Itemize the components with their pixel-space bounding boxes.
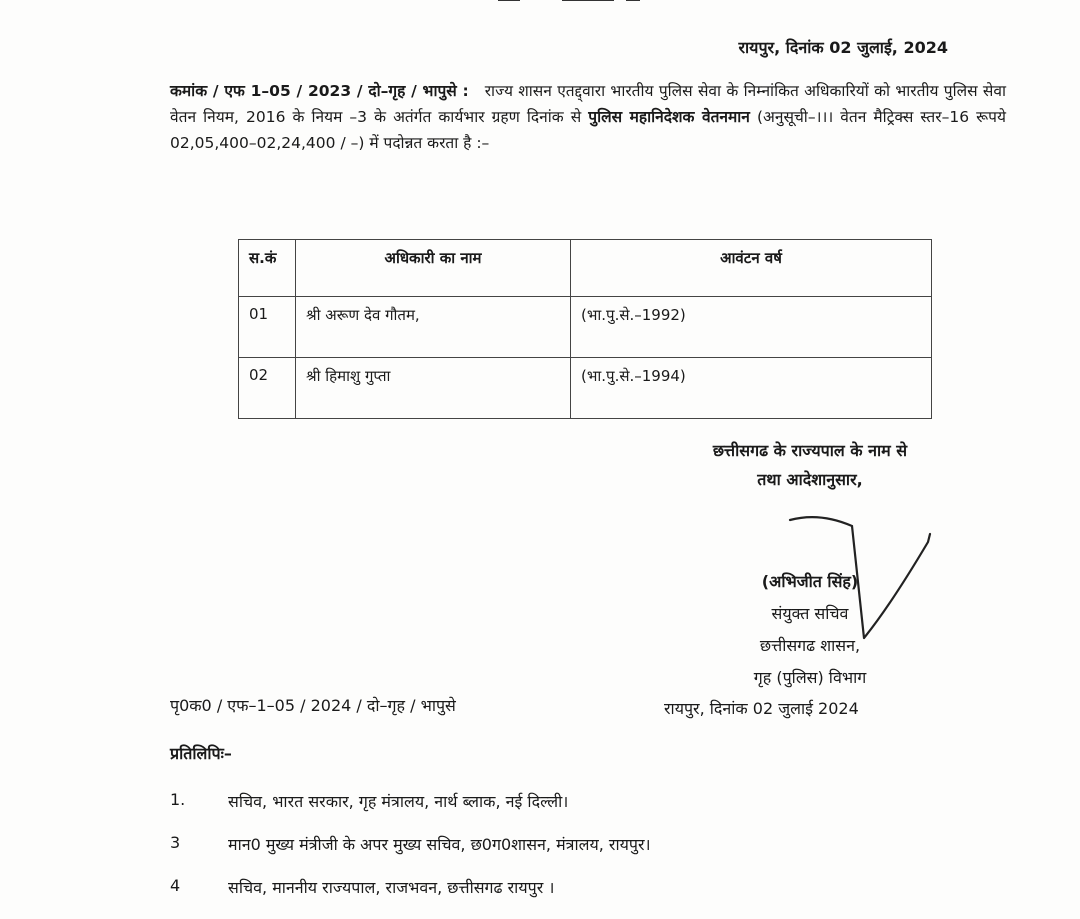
list-item <box>170 876 990 919</box>
endorsement-place-date: रायपुर, दिनांक 02 जुलाई 2024 <box>664 699 859 718</box>
list-item-text: सचिव, माननीय राज्यपाल, राजभवन, छत्तीसगढ रायपुर । <box>228 878 555 897</box>
authority-block <box>662 436 958 494</box>
list-item <box>170 833 990 876</box>
header-serial: स.कं <box>239 240 296 297</box>
top-edge-marks <box>498 0 658 6</box>
cell-officer-name: श्री अरूण देव गौतम, <box>296 297 571 358</box>
list-item-text: मान0 मुख्य मंत्रीजी के अपर मुख्य सचिव, छ0ग0शासन, मंत्रालय, रायपुर। <box>228 835 651 854</box>
cell-batch: (भा.पु.से.–1994) <box>571 358 932 419</box>
signatory-designation: संयुक्त सचिव <box>771 604 849 623</box>
cell-officer-name: श्री हिमाशु गुप्ता <box>296 358 571 419</box>
list-item-number: 1. <box>170 790 186 809</box>
table-row <box>239 297 932 358</box>
order-text-bold: पुलिस महानिदेशक वेतनमान <box>588 108 750 126</box>
officers-table <box>238 239 932 419</box>
cell-serial: 02 <box>239 358 296 419</box>
order-paragraph <box>170 78 1006 156</box>
endorsement-reference: पृ0क0 / एफ–1–05 / 2024 / दो–गृह / भापुसे <box>170 696 456 715</box>
header-allotment-year: आवंटन वर्ष <box>571 240 932 297</box>
table-header-row <box>239 240 932 297</box>
signatory-block <box>690 566 930 694</box>
list-item-text: सचिव, भारत सरकार, गृह मंत्रालय, नार्थ ब्लाक, नई दिल्ली। <box>228 792 569 811</box>
order-text-a: राज्य शासन एतद्द्वारा भारतीय पुलिस सेवा के निम्नांकित अधिकारियों को भारतीय पुलिस सेवा वेतन नियम, 2016 के नियम –3 के अतंर्गत कार्यभार ग्रहण दिनांक से <box>170 82 1007 126</box>
list-item-number: 3 <box>170 833 181 852</box>
header-officer-name: अधिकारी का नाम <box>296 240 571 297</box>
table-row <box>239 358 932 419</box>
order-text-b: (अनुसूची–।।। वेतन मैट्रिक्स स्तर–16 रूपये 02,05,400–02,24,400 / –) में पदोन्नत करता है :– <box>170 108 1006 152</box>
authority-line-2: तथा आदेशानुसार, <box>757 470 863 489</box>
cell-serial: 01 <box>239 297 296 358</box>
signatory-department: गृह (पुलिस) विभाग <box>753 668 867 687</box>
list-item <box>170 790 990 833</box>
cell-batch: (भा.पु.से.–1992) <box>571 297 932 358</box>
authority-line-1: छत्तीसगढ के राज्यपाल के नाम से <box>712 441 908 460</box>
issue-place-date: रायपुर, दिनांक 02 जुलाई, 2024 <box>738 38 948 57</box>
signatory-government: छत्तीसगढ शासन, <box>759 636 861 655</box>
list-item-number: 4 <box>170 876 181 895</box>
order-reference: कमांक / एफ 1–05 / 2023 / दो–गृह / भापुसे : <box>170 82 469 100</box>
copy-heading: प्रतिलिपिः– <box>170 744 232 763</box>
signatory-name: (अभिजीत सिंह) <box>761 572 859 591</box>
